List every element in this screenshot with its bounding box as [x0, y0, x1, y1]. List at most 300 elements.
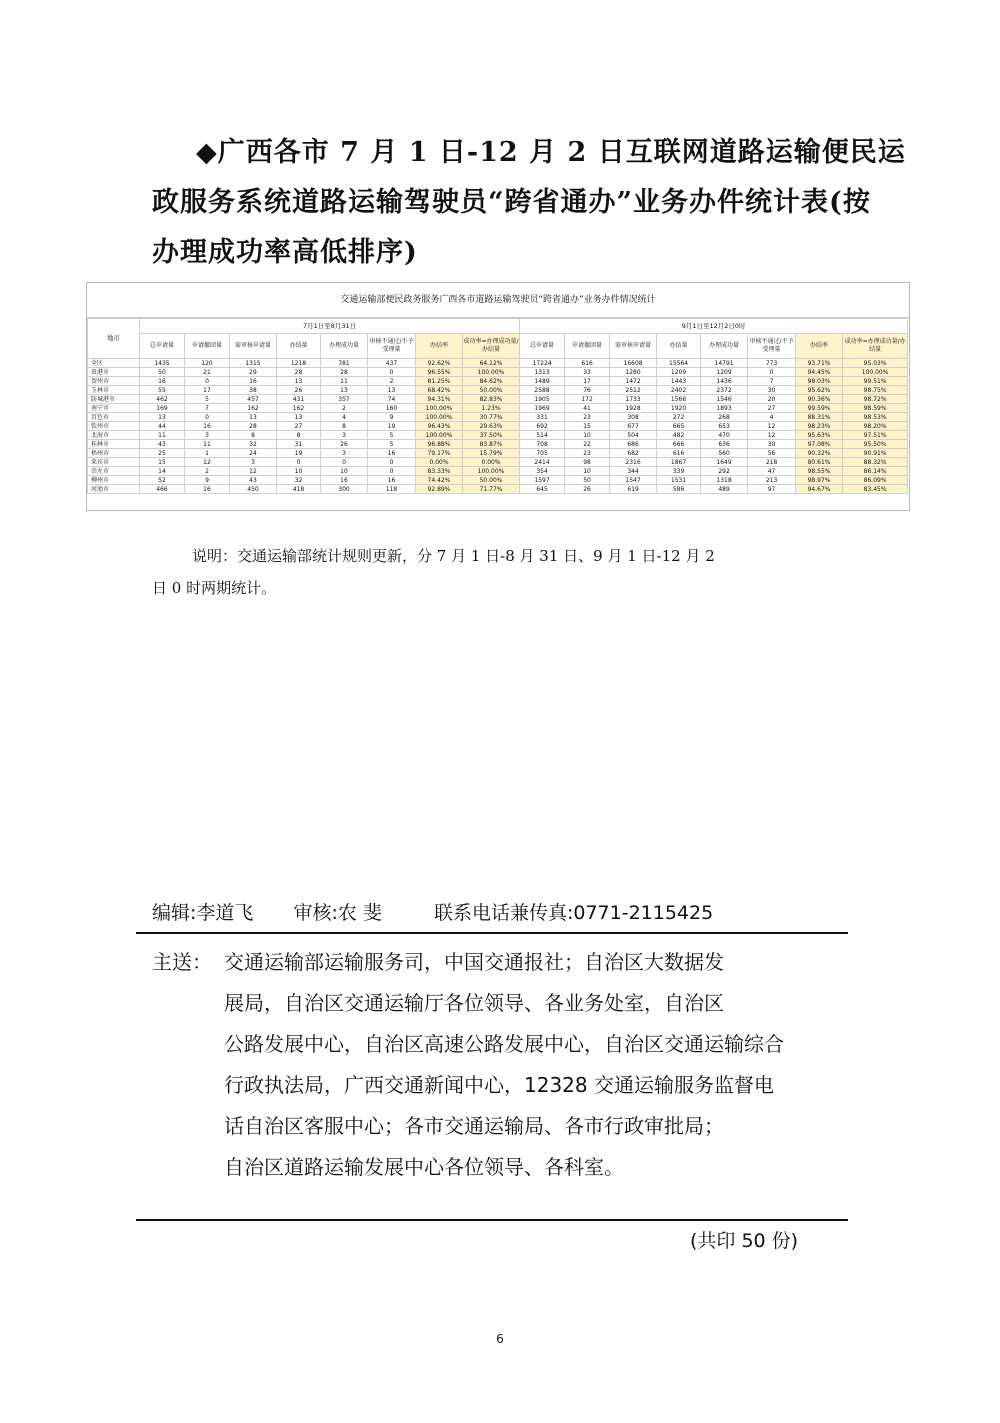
- value-cell: 2588: [520, 386, 565, 395]
- area-cell: 崇左市: [88, 467, 140, 476]
- column-header: 办理成功量: [321, 334, 368, 359]
- value-cell: 84.62%: [463, 377, 520, 386]
- value-cell: 82.83%: [463, 395, 520, 404]
- document-heading: [152, 128, 906, 278]
- value-cell: 489: [701, 485, 748, 494]
- value-cell: 2414: [520, 458, 565, 467]
- value-cell: 17224: [520, 359, 565, 368]
- value-cell: 1597: [520, 476, 565, 485]
- value-cell: 118: [368, 485, 416, 494]
- value-cell: 28: [277, 368, 321, 377]
- value-cell: 23: [565, 449, 610, 458]
- value-cell: 431: [277, 395, 321, 404]
- statistics-table-image: [86, 282, 910, 511]
- value-cell: 218: [748, 458, 796, 467]
- column-header: 成功率=办理成功量/办结量: [843, 334, 908, 359]
- value-cell: 354: [520, 467, 565, 476]
- divider-bottom: [136, 1219, 848, 1221]
- value-cell: 100.00%: [416, 404, 463, 413]
- value-cell: 95.62%: [796, 386, 843, 395]
- value-cell: 0: [185, 413, 230, 422]
- contact-phone: 联系电话兼传真:0771-2115425: [433, 902, 714, 924]
- value-cell: 83.87%: [463, 440, 520, 449]
- send-line: 交通运输部运输服务司，中国交通报社；自治区大数据发: [224, 950, 724, 974]
- value-cell: 457: [230, 395, 277, 404]
- column-header: 成功率=办理成功量/办结量: [463, 334, 520, 359]
- value-cell: 1472: [610, 377, 657, 386]
- value-cell: 16: [140, 377, 185, 386]
- value-cell: 437: [368, 359, 416, 368]
- value-cell: 0: [321, 458, 368, 467]
- value-cell: 560: [701, 449, 748, 458]
- column-header-row: [88, 334, 908, 359]
- value-cell: 636: [701, 440, 748, 449]
- value-cell: 90.91%: [843, 449, 908, 458]
- value-cell: 3: [230, 458, 277, 467]
- value-cell: 55: [140, 386, 185, 395]
- value-cell: 13: [277, 377, 321, 386]
- column-header: 办结量: [657, 334, 701, 359]
- value-cell: 10: [565, 431, 610, 440]
- value-cell: 692: [520, 422, 565, 431]
- value-cell: 50: [565, 476, 610, 485]
- column-header: 办结率: [416, 334, 463, 359]
- value-cell: 5: [185, 395, 230, 404]
- value-cell: 357: [321, 395, 368, 404]
- value-cell: 2: [321, 404, 368, 413]
- table-row: [88, 395, 908, 404]
- value-cell: 47: [748, 467, 796, 476]
- heading-line-1: ◆广西各市 7 月 1 日-12 月 2 日互联网道路运输便民运: [196, 137, 906, 168]
- value-cell: 97: [748, 485, 796, 494]
- copies-count: (共印 50 份): [690, 1230, 799, 1252]
- value-cell: 1733: [610, 395, 657, 404]
- value-cell: 1209: [657, 368, 701, 377]
- value-cell: 1436: [701, 377, 748, 386]
- table-body: [88, 359, 908, 494]
- value-cell: 13: [140, 413, 185, 422]
- value-cell: 83.45%: [843, 485, 908, 494]
- value-cell: 1546: [701, 395, 748, 404]
- value-cell: 16: [230, 377, 277, 386]
- send-line: 行政执法局，广西交通新闻中心，12328 交通运输服务监督电: [224, 1073, 774, 1097]
- value-cell: 666: [657, 440, 701, 449]
- value-cell: 677: [610, 422, 657, 431]
- value-cell: 1218: [277, 359, 321, 368]
- period2-header: 9月1日至12月2日0时: [520, 319, 908, 334]
- heading-line-3: 办理成功率高低排序): [152, 237, 418, 268]
- table-row: [88, 485, 908, 494]
- value-cell: 28: [321, 368, 368, 377]
- value-cell: 616: [565, 359, 610, 368]
- value-cell: 94.45%: [796, 368, 843, 377]
- value-cell: 1313: [520, 368, 565, 377]
- value-cell: 3: [185, 431, 230, 440]
- value-cell: 16: [368, 449, 416, 458]
- value-cell: 2: [368, 377, 416, 386]
- value-cell: 68.42%: [416, 386, 463, 395]
- column-header: 需审核申请量: [230, 334, 277, 359]
- value-cell: 268: [701, 413, 748, 422]
- value-cell: 450: [230, 485, 277, 494]
- send-line: 展局，自治区交通运输厅各位领导、各业务处室，自治区: [224, 991, 724, 1015]
- value-cell: 1280: [610, 368, 657, 377]
- value-cell: 26: [321, 440, 368, 449]
- value-cell: 98: [565, 458, 610, 467]
- page-number: 6: [496, 1332, 504, 1346]
- value-cell: 1443: [657, 377, 701, 386]
- value-cell: 1649: [701, 458, 748, 467]
- area-cell: 柳州市: [88, 476, 140, 485]
- value-cell: 1.23%: [463, 404, 520, 413]
- value-cell: 98.72%: [843, 395, 908, 404]
- value-cell: 665: [657, 422, 701, 431]
- value-cell: 98.20%: [843, 422, 908, 431]
- table-row: [88, 458, 908, 467]
- value-cell: 7: [185, 404, 230, 413]
- column-header: 申请撤回量: [565, 334, 610, 359]
- value-cell: 19: [277, 449, 321, 458]
- table-row: [88, 368, 908, 377]
- area-cell: 玉林市: [88, 386, 140, 395]
- value-cell: 98.59%: [843, 404, 908, 413]
- area-cell: 梧州市: [88, 449, 140, 458]
- value-cell: 28: [230, 422, 277, 431]
- value-cell: 504: [610, 431, 657, 440]
- value-cell: 5: [368, 431, 416, 440]
- value-cell: 482: [657, 431, 701, 440]
- table-row: [88, 440, 908, 449]
- value-cell: 1893: [701, 404, 748, 413]
- table-title: 交通运输部便民政务服务广西各市道路运输驾驶员“跨省通办”业务办件情况统计: [87, 283, 909, 318]
- value-cell: 100.00%: [463, 467, 520, 476]
- value-cell: 15: [140, 458, 185, 467]
- value-cell: 466: [140, 485, 185, 494]
- value-cell: 19: [368, 422, 416, 431]
- value-cell: 98.03%: [796, 377, 843, 386]
- value-cell: 38: [230, 386, 277, 395]
- value-cell: 13: [230, 413, 277, 422]
- value-cell: 50.00%: [463, 386, 520, 395]
- value-cell: 162: [277, 404, 321, 413]
- value-cell: 16: [321, 476, 368, 485]
- value-cell: 10: [565, 467, 610, 476]
- value-cell: 29.63%: [463, 422, 520, 431]
- value-cell: 15: [565, 422, 610, 431]
- value-cell: 708: [520, 440, 565, 449]
- value-cell: 418: [277, 485, 321, 494]
- value-cell: 76: [565, 386, 610, 395]
- value-cell: 30: [748, 440, 796, 449]
- value-cell: 1489: [520, 377, 565, 386]
- value-cell: 300: [321, 485, 368, 494]
- value-cell: 32: [277, 476, 321, 485]
- send-label: 主送：: [152, 950, 212, 974]
- value-cell: 98.55%: [796, 467, 843, 476]
- value-cell: 308: [610, 413, 657, 422]
- value-cell: 4: [748, 413, 796, 422]
- value-cell: 339: [657, 467, 701, 476]
- table-row: [88, 431, 908, 440]
- column-header: 审核不通过/不予受理量: [368, 334, 416, 359]
- value-cell: 292: [701, 467, 748, 476]
- value-cell: 16: [185, 485, 230, 494]
- value-cell: 90.32%: [796, 449, 843, 458]
- value-cell: 13: [277, 413, 321, 422]
- value-cell: 120: [185, 359, 230, 368]
- column-header: 需审核申请量: [610, 334, 657, 359]
- value-cell: 0: [368, 458, 416, 467]
- value-cell: 23: [565, 413, 610, 422]
- value-cell: 97.51%: [843, 431, 908, 440]
- value-cell: 2512: [610, 386, 657, 395]
- column-header: 审核不通过/不予受理量: [748, 334, 796, 359]
- value-cell: 0: [748, 368, 796, 377]
- value-cell: 470: [701, 431, 748, 440]
- value-cell: 1315: [230, 359, 277, 368]
- value-cell: 0.00%: [463, 458, 520, 467]
- column-header: 办理成功量: [701, 334, 748, 359]
- value-cell: 99.51%: [843, 377, 908, 386]
- value-cell: 213: [748, 476, 796, 485]
- value-cell: 94.67%: [796, 485, 843, 494]
- value-cell: 3: [321, 449, 368, 458]
- value-cell: 0.00%: [416, 458, 463, 467]
- value-cell: 92.89%: [416, 485, 463, 494]
- value-cell: 26: [277, 386, 321, 395]
- value-cell: 20: [748, 395, 796, 404]
- value-cell: 462: [140, 395, 185, 404]
- value-cell: 1209: [701, 368, 748, 377]
- value-cell: 43: [140, 440, 185, 449]
- area-cell: 南宁市: [88, 404, 140, 413]
- value-cell: 95.50%: [843, 440, 908, 449]
- value-cell: 10: [277, 467, 321, 476]
- reviewer-name: 审核:农 斐: [293, 902, 382, 924]
- column-header: 申请撤回量: [185, 334, 230, 359]
- value-cell: 272: [657, 413, 701, 422]
- value-cell: 13: [368, 386, 416, 395]
- value-cell: 13: [321, 386, 368, 395]
- value-cell: 8: [277, 431, 321, 440]
- value-cell: 25: [140, 449, 185, 458]
- value-cell: 100.00%: [416, 413, 463, 422]
- value-cell: 24: [230, 449, 277, 458]
- value-cell: 1435: [140, 359, 185, 368]
- value-cell: 79.17%: [416, 449, 463, 458]
- area-cell: 全区: [88, 359, 140, 368]
- table-row: [88, 404, 908, 413]
- value-cell: 1920: [657, 404, 701, 413]
- value-cell: 15.79%: [463, 449, 520, 458]
- value-cell: 682: [610, 449, 657, 458]
- value-cell: 705: [520, 449, 565, 458]
- value-cell: 81.25%: [416, 377, 463, 386]
- value-cell: 74.42%: [416, 476, 463, 485]
- value-cell: 1531: [657, 476, 701, 485]
- value-cell: 7: [748, 377, 796, 386]
- value-cell: 619: [610, 485, 657, 494]
- value-cell: 1969: [520, 404, 565, 413]
- value-cell: 50.00%: [463, 476, 520, 485]
- value-cell: 11: [140, 431, 185, 440]
- value-cell: 86.09%: [843, 476, 908, 485]
- send-recipients: [224, 942, 852, 1188]
- value-cell: 16: [185, 422, 230, 431]
- note-line-1: 说明：交通运输部统计规则更新，分 7 月 1 日-8 月 31 日、9 月 1 日-12 月 2: [192, 547, 715, 565]
- value-cell: 50: [140, 368, 185, 377]
- value-cell: 1867: [657, 458, 701, 467]
- value-cell: 14791: [701, 359, 748, 368]
- value-cell: 31: [277, 440, 321, 449]
- area-cell: 防城港市: [88, 395, 140, 404]
- value-cell: 17: [565, 377, 610, 386]
- value-cell: 21: [185, 368, 230, 377]
- value-cell: 160: [368, 404, 416, 413]
- value-cell: 96.55%: [416, 368, 463, 377]
- value-cell: 616: [657, 449, 701, 458]
- value-cell: 514: [520, 431, 565, 440]
- value-cell: 98.75%: [843, 386, 908, 395]
- value-cell: 16: [368, 476, 416, 485]
- area-cell: 桂林市: [88, 440, 140, 449]
- value-cell: 96.43%: [416, 422, 463, 431]
- value-cell: 27: [748, 404, 796, 413]
- table-row: [88, 413, 908, 422]
- value-cell: 5: [368, 440, 416, 449]
- table-row: [88, 476, 908, 485]
- value-cell: 92.62%: [416, 359, 463, 368]
- table-row: [88, 449, 908, 458]
- value-cell: 44: [140, 422, 185, 431]
- value-cell: 80.61%: [796, 458, 843, 467]
- value-cell: 162: [230, 404, 277, 413]
- table-row: [88, 359, 908, 368]
- value-cell: 27: [277, 422, 321, 431]
- value-cell: 30: [748, 386, 796, 395]
- area-cell: 钦州市: [88, 422, 140, 431]
- value-cell: 11: [185, 440, 230, 449]
- area-cell: 来宾市: [88, 458, 140, 467]
- value-cell: 100.00%: [416, 431, 463, 440]
- value-cell: 86.14%: [843, 467, 908, 476]
- value-cell: 71.77%: [463, 485, 520, 494]
- value-cell: 12: [748, 431, 796, 440]
- value-cell: 1: [185, 449, 230, 458]
- table-row: [88, 467, 908, 476]
- column-header: 办结量: [277, 334, 321, 359]
- value-cell: 11: [321, 377, 368, 386]
- value-cell: 2: [185, 467, 230, 476]
- table-row: [88, 422, 908, 431]
- value-cell: 169: [140, 404, 185, 413]
- value-cell: 52: [140, 476, 185, 485]
- value-cell: 100.00%: [463, 368, 520, 377]
- value-cell: 12: [230, 467, 277, 476]
- value-cell: 331: [520, 413, 565, 422]
- value-cell: 0: [185, 377, 230, 386]
- column-header: 总申请量: [140, 334, 185, 359]
- value-cell: 586: [657, 485, 701, 494]
- value-cell: 2372: [701, 386, 748, 395]
- value-cell: 1928: [610, 404, 657, 413]
- value-cell: 0: [277, 458, 321, 467]
- send-line: 话自治区客服中心；各市交通运输局、各市行政审批局；: [224, 1114, 724, 1138]
- area-cell: 贺州市: [88, 377, 140, 386]
- value-cell: 0: [368, 467, 416, 476]
- value-cell: 88.32%: [843, 458, 908, 467]
- heading-line-2: 政服务系统道路运输驾驶员“跨省通办”业务办件统计表(按: [152, 187, 871, 218]
- value-cell: 56: [748, 449, 796, 458]
- column-header: 办结率: [796, 334, 843, 359]
- area-cell: 百色市: [88, 413, 140, 422]
- editor-name: 编辑:李道飞: [152, 902, 254, 924]
- send-line: 公路发展中心，自治区高速公路发展中心，自治区交通运输综合: [224, 1032, 784, 1056]
- value-cell: 653: [701, 422, 748, 431]
- value-cell: 99.59%: [796, 404, 843, 413]
- value-cell: 98.23%: [796, 422, 843, 431]
- divider-top: [136, 932, 848, 934]
- value-cell: 32: [230, 440, 277, 449]
- editor-line: [152, 896, 852, 930]
- value-cell: 8: [321, 422, 368, 431]
- statistics-table: [87, 318, 908, 494]
- value-cell: 8: [230, 431, 277, 440]
- note-line-2: 日 0 时两期统计。: [152, 579, 277, 597]
- value-cell: 14: [140, 467, 185, 476]
- value-cell: 29: [230, 368, 277, 377]
- value-cell: 96.88%: [416, 440, 463, 449]
- value-cell: 12: [185, 458, 230, 467]
- value-cell: 100.00%: [843, 368, 908, 377]
- value-cell: 1318: [701, 476, 748, 485]
- value-cell: 2402: [657, 386, 701, 395]
- value-cell: 2316: [610, 458, 657, 467]
- value-cell: 1547: [610, 476, 657, 485]
- period1-header: 7月1日至8月31日: [140, 319, 520, 334]
- value-cell: 90.36%: [796, 395, 843, 404]
- value-cell: 9: [185, 476, 230, 485]
- value-cell: 97.08%: [796, 440, 843, 449]
- value-cell: 93.71%: [796, 359, 843, 368]
- value-cell: 10: [321, 467, 368, 476]
- value-cell: 94.31%: [416, 395, 463, 404]
- value-cell: 645: [520, 485, 565, 494]
- value-cell: 686: [610, 440, 657, 449]
- value-cell: 83.33%: [416, 467, 463, 476]
- value-cell: 30.77%: [463, 413, 520, 422]
- value-cell: 26: [565, 485, 610, 494]
- value-cell: 4: [321, 413, 368, 422]
- value-cell: 17: [185, 386, 230, 395]
- table-row: [88, 377, 908, 386]
- column-header: 总申请量: [520, 334, 565, 359]
- area-cell: 北海市: [88, 431, 140, 440]
- value-cell: 3: [321, 431, 368, 440]
- value-cell: 41: [565, 404, 610, 413]
- value-cell: 1905: [520, 395, 565, 404]
- value-cell: 172: [565, 395, 610, 404]
- value-cell: 74: [368, 395, 416, 404]
- value-cell: 773: [748, 359, 796, 368]
- value-cell: 95.03%: [843, 359, 908, 368]
- value-cell: 344: [610, 467, 657, 476]
- note-paragraph: [152, 540, 852, 604]
- value-cell: 16608: [610, 359, 657, 368]
- area-cell: 河池市: [88, 485, 140, 494]
- area-cell: 贵港市: [88, 368, 140, 377]
- table-row: [88, 386, 908, 395]
